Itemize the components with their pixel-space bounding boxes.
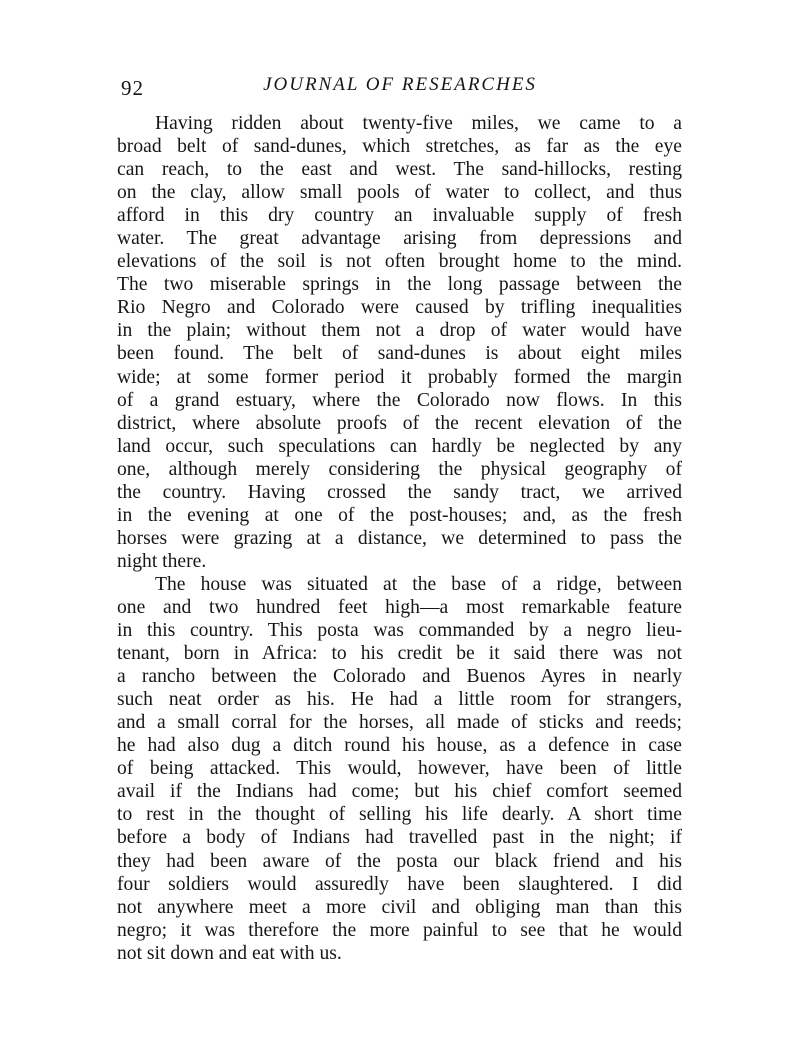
text-line: of a grand estuary, where the Colorado now flows. In this xyxy=(117,389,682,411)
text-line: in the evening at one of the post-houses; and, as the fresh xyxy=(117,504,682,526)
text-line: night there. xyxy=(117,550,207,572)
text-line: of being attacked. This would, however, have been of little xyxy=(117,758,682,780)
paragraph-1 xyxy=(117,112,682,573)
text-line: and a small corral for the horses, all made of sticks and reeds; xyxy=(117,712,682,734)
text-line: The two miserable springs in the long passage between the xyxy=(117,274,682,296)
text-line: they had been aware of the posta our black friend and his xyxy=(117,850,682,872)
text-line: land occur, such speculations can hardly be neglected by any xyxy=(117,435,682,457)
paragraph-2 xyxy=(117,573,682,965)
text-line: the country. Having crossed the sandy tract, we arrived xyxy=(117,481,682,503)
text-line: a rancho between the Colorado and Buenos Ayres in nearly xyxy=(117,666,682,688)
text-line: Rio Negro and Colorado were caused by trifling inequalities xyxy=(117,297,682,319)
text-line: broad belt of sand-dunes, which stretches, as far as the eye xyxy=(117,136,682,158)
text-line: elevations of the soil is not often brought home to the mind. xyxy=(117,251,682,273)
text-line: horses were grazing at a distance, we determined to pass the xyxy=(117,527,682,549)
text-line: he had also dug a ditch round his house, as a defence in case xyxy=(117,735,682,757)
page-number: 92 xyxy=(121,76,144,100)
text-line: wide; at some former period it probably formed the margin xyxy=(117,366,682,388)
text-line: such neat order as his. He had a little room for strangers, xyxy=(117,689,682,711)
text-line: district, where absolute proofs of the recent elevation of the xyxy=(117,412,682,434)
page-header xyxy=(0,72,800,102)
text-line: not anywhere meet a more civil and obliging man than this xyxy=(117,896,682,918)
body-text xyxy=(117,112,682,965)
text-line: Having ridden about twenty-five miles, we came to a xyxy=(155,113,682,134)
text-line: avail if the Indians had come; but his chief comfort seemed xyxy=(117,781,682,803)
text-line: in the plain; without them not a drop of water would have xyxy=(117,320,682,342)
text-line: before a body of Indians had travelled past in the night; if xyxy=(117,827,682,849)
text-line: afford in this dry country an invaluable supply of fresh xyxy=(117,205,682,227)
text-line: on the clay, allow small pools of water to collect, and thus xyxy=(117,182,682,204)
text-line: water. The great advantage arising from depressions and xyxy=(117,228,682,250)
text-line: one, although merely considering the physical geography of xyxy=(117,458,682,480)
text-line: can reach, to the east and west. The sand-hillocks, resting xyxy=(117,159,682,181)
text-line: in this country. This posta was commanded by a negro lieu- xyxy=(117,620,682,642)
text-line: tenant, born in Africa: to his credit be it said there was not xyxy=(117,643,682,665)
text-line: to rest in the thought of selling his life dearly. A short time xyxy=(117,804,682,826)
text-line: The house was situated at the base of a ridge, between xyxy=(155,573,682,595)
text-line: not sit down and eat with us. xyxy=(117,942,342,964)
text-line: negro; it was therefore the more painful to see that he would xyxy=(117,919,682,941)
running-title: JOURNAL OF RESEARCHES xyxy=(263,74,537,95)
text-line: been found. The belt of sand-dunes is about eight miles xyxy=(117,343,682,365)
text-line: four soldiers would assuredly have been slaughtered. I did xyxy=(117,873,682,895)
text-line: one and two hundred feet high—a most remarkable feature xyxy=(117,596,682,618)
